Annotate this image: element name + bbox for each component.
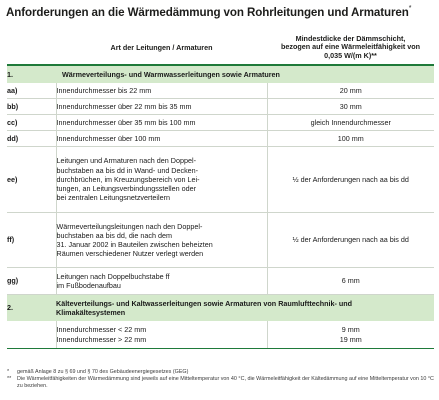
table-header-row — [7, 32, 434, 65]
row-type-line: tungen, an Leitungsverbindungsstellen oder — [56, 184, 196, 194]
row-type-line: Innendurchmesser > 22 mm — [56, 334, 147, 344]
footnote-text: gemäß Anlage 8 zu § 69 und § 70 des Gebäudeenergiegesetzes (GEG) — [17, 369, 189, 375]
row-type-line: im Fußbodenaufbau — [56, 281, 121, 290]
row-type: Innendurchmesser über 35 mm bis 100 mm — [56, 115, 267, 131]
row-id: dd) — [7, 131, 56, 147]
row-id: ee) — [7, 147, 56, 213]
header-type: Art der Leitungen / Armaturen — [56, 32, 267, 65]
row-requirement: 6 mm — [267, 268, 434, 295]
row-type-line: Wärmeverteilungsleitungen nach den Doppel- — [56, 221, 203, 231]
row-requirement: 100 mm — [267, 131, 434, 147]
table-row — [7, 268, 434, 295]
section-label-line: Klimakältesystemen — [56, 308, 126, 317]
section-label-line: Kälteverteilungs- und Kaltwasserleitungen sowie Armaturen von Raumlufttechnik- und — [56, 298, 353, 308]
footnote-text: Die Wärmeleitfähigkeiten der Wärmedämmung sind jeweils auf eine Mitteltemperatur von 40 °C, die Wärmeleitfähigkeit der Kältedämmung auf eine Mitteltemperatur von 10 °C zu beziehen. — [17, 376, 434, 389]
table-row — [7, 115, 434, 131]
row-type-line: buchstaben aa bis dd in Wand- und Decken- — [56, 165, 199, 175]
row-type: Innendurchmesser bis 22 mm — [56, 83, 267, 99]
header-requirement-line: 0,035 W/(m K)** — [324, 50, 377, 60]
row-type — [56, 213, 267, 268]
table-row — [7, 83, 434, 99]
row-type — [56, 147, 267, 213]
row-type-line: durchbrüchen, im Kreuzungsbereich von Lei- — [56, 174, 200, 184]
footnote-mark: ** — [7, 376, 12, 382]
table-row — [7, 131, 434, 147]
row-id: ff) — [7, 213, 56, 268]
table-row — [7, 147, 434, 213]
header-id-cell — [7, 32, 56, 65]
header-requirement — [267, 32, 434, 65]
row-type-line: 31. Januar 2002 in Bauteilen zwischen beheizten — [56, 240, 213, 249]
header-requirement-line: bezogen auf eine Wärmeleitfähigkeit von — [281, 42, 420, 52]
footnote — [7, 369, 435, 376]
row-requirement: ½ der Anforderungen nach aa bis dd — [267, 213, 434, 268]
table-row — [7, 99, 434, 115]
section-row-1 — [7, 65, 434, 83]
row-type-line: Leitungen nach Doppelbuchstabe ff — [56, 271, 170, 281]
row-type — [56, 268, 267, 295]
row-id: aa) — [7, 83, 56, 99]
header-requirement-line: Mindestdicke der Dämmschicht, — [295, 33, 406, 43]
row-requirement: gleich Innendurchmesser — [267, 115, 434, 131]
row-requirement-line: 19 mm — [339, 334, 362, 344]
section-id: 2. — [7, 295, 56, 322]
row-type-line: buchstaben aa bis dd, die nach dem — [56, 230, 172, 240]
row-requirement: 20 mm — [267, 83, 434, 99]
page-title — [6, 6, 436, 19]
table-row — [7, 213, 434, 268]
title-footnote-mark: * — [408, 5, 412, 12]
footnote-mark: * — [7, 369, 10, 375]
row-requirement: ½ der Anforderungen nach aa bis dd — [267, 147, 434, 213]
row-type-line: Innendurchmesser < 22 mm — [56, 325, 147, 335]
section-id: 1. — [7, 65, 56, 83]
row-requirement-line: 9 mm — [341, 325, 360, 335]
row-type — [56, 321, 267, 349]
section-label: Wärmeverteilungs- und Warmwasserleitungen sowie Armaturen — [56, 65, 434, 83]
row-id — [7, 321, 56, 349]
row-id: bb) — [7, 99, 56, 115]
row-type-line: Leitungen und Armaturen nach den Doppel- — [56, 156, 196, 166]
table-row — [7, 321, 434, 349]
row-requirement — [267, 321, 434, 349]
row-type-line: bei zentralen Leitungsnetzverteilern — [56, 193, 170, 203]
row-type: Innendurchmesser über 100 mm — [56, 131, 267, 147]
section-row-2 — [7, 295, 434, 322]
requirements-table — [7, 32, 434, 349]
section-label — [56, 295, 434, 322]
title-text: Anforderungen an die Wärmedämmung von Rohrleitungen und Armaturen — [6, 6, 409, 19]
row-id: cc) — [7, 115, 56, 131]
row-id: gg) — [7, 268, 56, 295]
footnote — [7, 376, 435, 390]
footnotes — [7, 369, 435, 390]
row-type-line: Räumen verschiedener Nutzer verlegt werden — [56, 249, 204, 259]
row-requirement: 30 mm — [267, 99, 434, 115]
row-type: Innendurchmesser über 22 mm bis 35 mm — [56, 99, 267, 115]
